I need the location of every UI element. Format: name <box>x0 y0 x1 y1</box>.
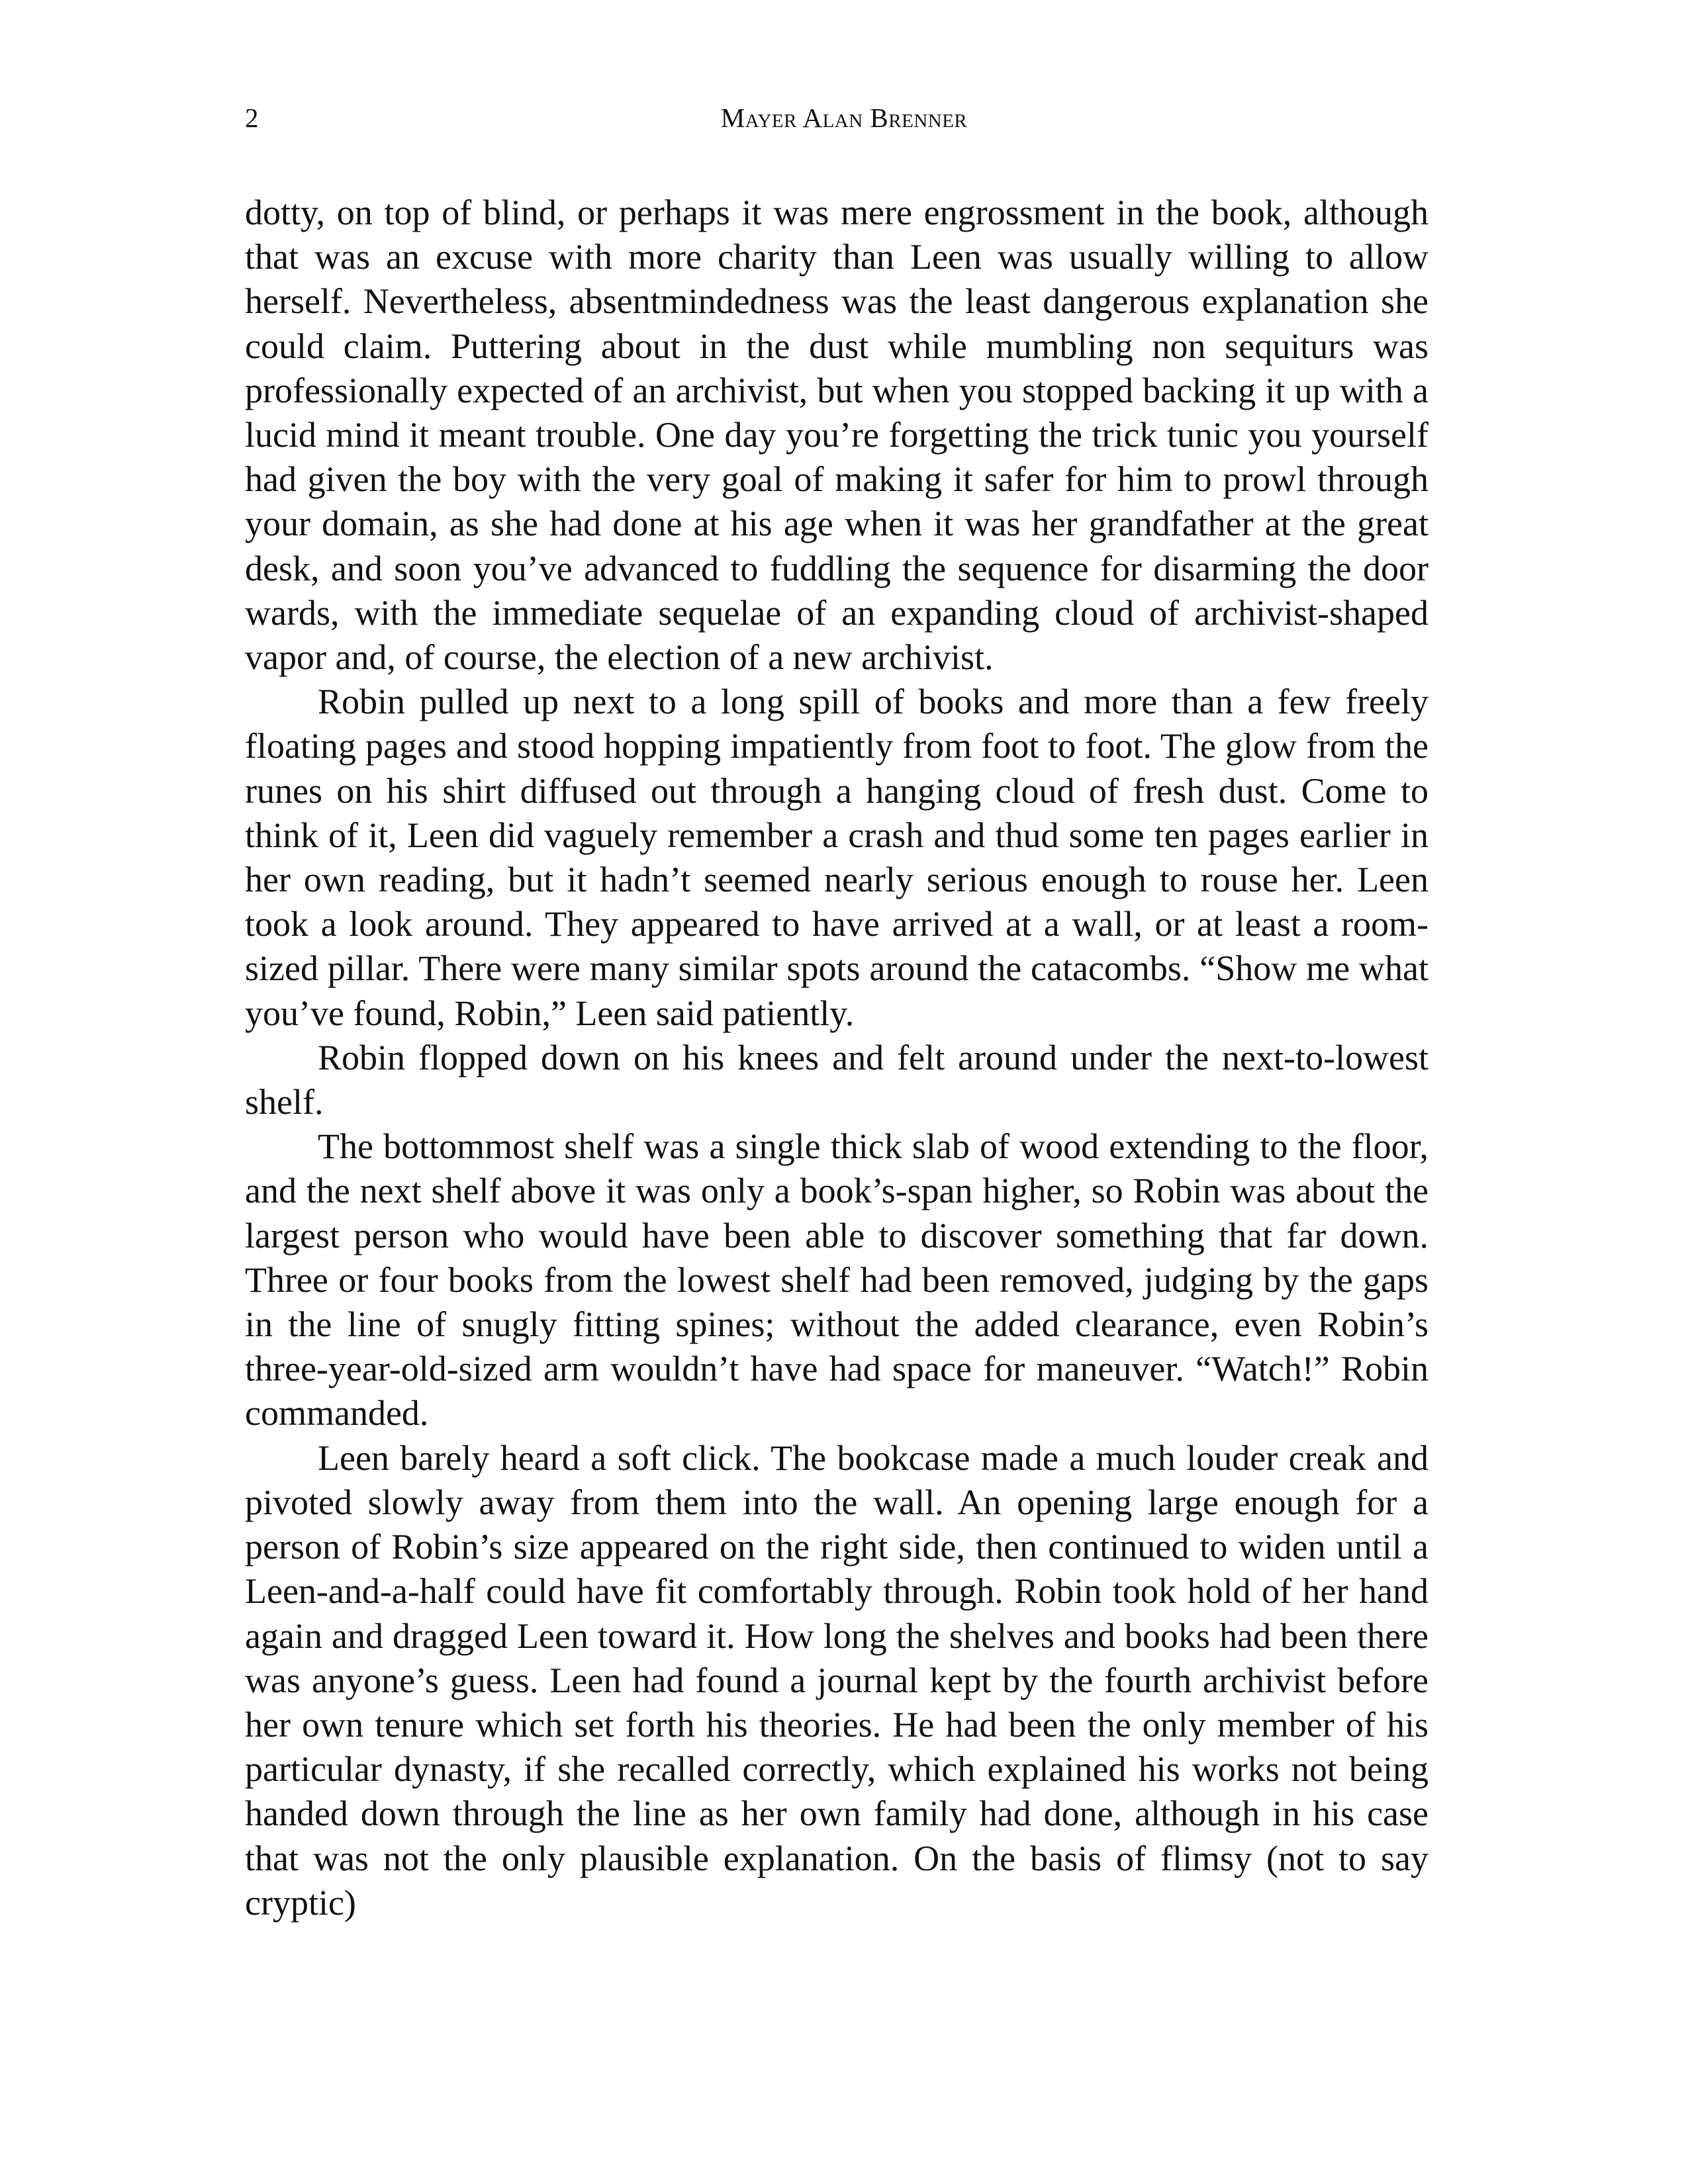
page-number: 2 <box>245 103 259 133</box>
paragraph: Robin flopped down on his knees and felt around under the next-to-lowest shelf. <box>245 1037 1429 1122</box>
paragraph: Robin pulled up next to a long spill of books and more than a few freely floating pages and stood hopping impatiently from foot to foot. The glow from the runes on his shirt diffused out through a hanging cloud of fresh dust. Come to think of it, Leen did vaguely remember a crash and thud some ten pages earlier in her own reading, but it hadn’t seemed nearly serious enough to rouse her. Leen took a look around. They appeared to have arrived at a wall, or at least a room-sized pillar. There were many similar spots around the catacombs. “Show me what you’ve found, Robin,” Leen said patiently. <box>245 682 1429 1033</box>
running-header <box>245 98 1443 138</box>
author-name: Mayer Alan Brenner <box>720 103 968 133</box>
paragraph: Leen barely heard a soft click. The bookcase made a much louder creak and pivoted slowly away from them into the wall. An opening large enough for a person of Robin’s size appeared on the right side, then continued to widen until a Leen-and-a-half could have fit comfortably through. Robin took hold of her hand again and dragged Leen toward it. How long the shelves and books had been there was anyone’s guess. Leen had found a journal kept by the fourth archivist before her own tenure which set forth his theories. He had been the only member of his particular dynasty, if she recalled correctly, which explained his works not being handed down through the line as her own family had done, although in his case that was not the only plausible explanation. On the basis of flimsy (not to say cryptic) <box>245 1437 1429 1923</box>
paragraph: The bottommost shelf was a single thick slab of wood extending to the floor, and the next shelf above it was only a book’s-span higher, so Robin was about the largest person who would have been able to discover something that far down. Three or four books from the lowest shelf had been removed, judging by the gaps in the line of snugly fitting spines; without the added clearance, even Robin’s three-year-old-sized arm wouldn’t have had space for maneuver. “Watch!” Robin commanded. <box>245 1126 1429 1433</box>
paragraph: dotty, on top of blind, or perhaps it was mere engrossment in the book, although that was an excuse with more charity than Leen was usually willing to allow herself. Nevertheless, absentmindedness was the least dangerous explanation she could claim. Puttering about in the dust while mumbling non sequiturs was professionally expected of an archivist, but when you stopped backing it up with a lucid mind it meant trouble. One day you’re forgetting the trick tunic you yourself had given the boy with the very goal of making it safer for him to prowl through your domain, as she had done at his age when it was her grandfather at the great desk, and soon you’ve advanced to fuddling the sequence for disarming the door wards, with the immediate sequelae of an expanding cloud of archivist-shaped vapor and, of course, the election of a new archivist. <box>245 193 1429 678</box>
body-text <box>245 191 1429 1925</box>
